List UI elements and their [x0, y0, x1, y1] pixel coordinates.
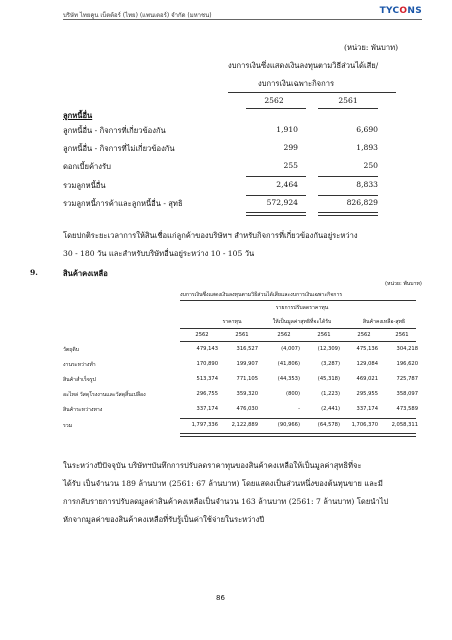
- inventory-cell: (800): [286, 391, 300, 397]
- receivable-row-label: ลูกหนี้อื่น - กิจการที่ไม่เกี่ยวข้องกัน: [63, 144, 175, 153]
- inventory-cell: 170,890: [196, 361, 218, 367]
- inventory-cell: 337,174: [356, 406, 378, 412]
- inventory-row-label: สินค้าสำเร็จรูป: [63, 377, 96, 383]
- inventory-year: 2561: [317, 332, 331, 338]
- inventory-total-cell: 2,122,889: [231, 422, 258, 428]
- inventory-year: 2562: [277, 332, 291, 338]
- inventory-cell: 475,136: [356, 346, 378, 352]
- inventory-cell: 513,374: [196, 376, 218, 382]
- inventory-cell: 479,143: [196, 346, 218, 352]
- receivable-subtotal-value: 2,464: [276, 180, 298, 189]
- inventory-title-rule: [180, 300, 416, 301]
- year-underline-2: [318, 108, 378, 109]
- header-divider: [63, 19, 422, 20]
- inventory-cell: (4,007): [281, 346, 300, 352]
- inventory-year: 2562: [357, 332, 371, 338]
- inventory-year: 2562: [195, 332, 209, 338]
- inventory-paragraph-line1: ในระหว่างปีปัจจุบัน บริษัทฯบันทึกการปรับลดราคาทุนของสินค้าคงเหลือให้เป็นมูลค่าสุทธิที่จะ: [63, 461, 362, 470]
- receivable-row-value: 250: [363, 161, 378, 170]
- inventory-cell: 337,174: [196, 406, 218, 412]
- inventory-total-cell: 2,058,311: [391, 422, 418, 428]
- receivables-header-rule: [228, 92, 396, 93]
- year-underline-1: [246, 108, 306, 109]
- section-title: สินค้าคงเหลือ: [63, 269, 108, 278]
- inventory-cell: (12,309): [317, 346, 340, 352]
- inventory-total-cell: 1,706,370: [351, 422, 378, 428]
- adjustment-head-line1: รายการปรับลดราคาทุน: [275, 305, 329, 311]
- inventory-cell: (1,223): [321, 391, 340, 397]
- inventory-cell: (41,806): [277, 361, 300, 367]
- receivable-total-value: 572,924: [266, 198, 298, 207]
- inventory-row-label: วัตถุดิบ: [63, 347, 80, 353]
- receivable-row-label: ดอกเบี้ยค้างรับ: [63, 162, 111, 171]
- receivables-year-1: 2562: [264, 96, 284, 105]
- receivable-total-label: รวมลูกหนี้การค้าและลูกหนี้อื่น - สุทธิ: [63, 199, 183, 208]
- inventory-cell: 199,907: [236, 361, 258, 367]
- company-header: บริษัท ไทยคูน เบ็ตต้อร์ (ไทย) (แพนเตอร์) จำกัด (มหาชน): [63, 12, 212, 19]
- inventory-paragraph-line3: การกลับรายการปรับลดมูลค่าสินค้าคงเหลือเป็นจำนวน 163 ล้านบาท (2561: 7 ล้านบาท) โดยนำไป: [63, 497, 389, 506]
- subtotal-rule-2: [318, 176, 378, 177]
- inventory-row-label: สินค้าระหว่างทาง: [63, 407, 103, 413]
- inventory-cell: (44,353): [277, 376, 300, 382]
- page-number: 86: [216, 594, 225, 602]
- inventory-subtotal-rule: [180, 418, 416, 419]
- credit-term-note-line2: 30 - 180 วัน และสำหรับบริษัทอื่นอยู่ระหว่าง 10 - 105 วัน: [63, 249, 255, 258]
- receivable-total-value: 826,829: [346, 198, 378, 207]
- inventory-year: 2561: [395, 332, 409, 338]
- inventory-cell: 196,620: [396, 361, 418, 367]
- net-head: สินค้าคงเหลือ-สุทธิ: [362, 319, 406, 325]
- grand-total-double-rule-1: [246, 212, 306, 216]
- credit-term-note-line1: โดยปกติระยะเวลาการให้สินเชื่อแก่ลูกค้าของบริษัทฯ สำหรับกิจการที่เกี่ยวข้องกันอยู่ระหว่าง: [63, 231, 358, 240]
- inventory-total-cell: 1,797,336: [191, 422, 218, 428]
- inventory-year: 2561: [235, 332, 249, 338]
- inventory-cell: -: [298, 406, 300, 412]
- receivable-row-label: ลูกหนี้อื่น - กิจการที่เกี่ยวข้องกัน: [63, 126, 166, 135]
- receivable-row-value: 1,910: [276, 125, 298, 134]
- inventory-total-cell: (90,966): [277, 422, 300, 428]
- inventory-cell: 476,030: [236, 406, 258, 412]
- inventory-cell: 296,755: [196, 391, 218, 397]
- inventory-cell: 358,097: [396, 391, 418, 397]
- inventory-paragraph-line2: ได้รับ เป็นจำนวน 189 ล้านบาท (2561: 67 ล้านบาท) โดยแสดงเป็นส่วนหนึ่งของต้นทุนขาย และมี: [63, 479, 383, 488]
- inventory-row-label: งานระหว่างทำ: [63, 362, 96, 368]
- section-number: 9.: [30, 268, 38, 277]
- inventory-cell: 473,589: [396, 406, 418, 412]
- receivable-subtotal-value: 8,833: [356, 180, 378, 189]
- receivable-row-value: 299: [283, 143, 298, 152]
- receivables-title-line1: งบการเงินซึ่งแสดงเงินลงทุนตามวิธีส่วนได้เสีย/: [228, 61, 379, 70]
- inventory-total-label: รวม: [63, 423, 73, 429]
- grand-total-double-rule-2: [318, 212, 378, 216]
- inventory-total-double-rule: [180, 433, 416, 437]
- inventory-row-label: อะไหล่ วัสดุโรงงานและวัสดุสิ้นเปลือง: [63, 392, 146, 398]
- inventory-total-cell: (64,578): [317, 422, 340, 428]
- inventory-cell: (2,441): [321, 406, 340, 412]
- adjustment-head-line2: ให้เป็นมูลค่าสุทธิที่จะได้รับ: [272, 319, 332, 325]
- inventory-cell: (45,318): [317, 376, 340, 382]
- inventory-cell: 304,218: [396, 346, 418, 352]
- total-rule-1: [246, 195, 306, 196]
- receivable-row-value: 1,893: [356, 143, 378, 152]
- subtotal-rule-1: [246, 176, 306, 177]
- inventory-unit: (หน่วย: พันบาท): [385, 281, 422, 287]
- receivables-title-line2: งบการเงินเฉพาะกิจการ: [258, 79, 335, 88]
- receivables-section-label: ลูกหนี้อื่น: [63, 111, 93, 120]
- inventory-head-rule: [180, 328, 416, 329]
- company-logo: TYCONS: [379, 6, 422, 16]
- inventory-cell: (3,287): [321, 361, 340, 367]
- cost-head: ราคาทุน: [222, 319, 242, 325]
- receivables-year-2: 2561: [338, 96, 358, 105]
- inventory-cell: 129,084: [356, 361, 378, 367]
- inventory-paragraph-line4: หักจากมูลค่าของสินค้าคงเหลือที่รับรู้เป็นค่าใช้จ่ายในระหว่างปี: [63, 515, 265, 524]
- inventory-cell: 771,105: [236, 376, 258, 382]
- inventory-cell: 295,955: [356, 391, 378, 397]
- inventory-cell: 359,320: [236, 391, 258, 397]
- inventory-year-rule: [180, 341, 416, 342]
- inventory-title-line: งบการเงินซึ่งแสดงเงินลงทุนตามวิธีส่วนได้เสียและงบการเงินเฉพาะกิจการ: [180, 292, 343, 298]
- inventory-cell: 316,527: [236, 346, 258, 352]
- receivables-unit: (หน่วย: พันบาท): [344, 43, 399, 52]
- inventory-cell: 469,021: [356, 376, 378, 382]
- receivable-row-value: 255: [283, 161, 298, 170]
- receivable-row-value: 6,690: [356, 125, 378, 134]
- total-rule-2: [318, 195, 378, 196]
- receivable-subtotal-label: รวมลูกหนี้อื่น: [63, 181, 106, 190]
- inventory-cell: 725,787: [396, 376, 418, 382]
